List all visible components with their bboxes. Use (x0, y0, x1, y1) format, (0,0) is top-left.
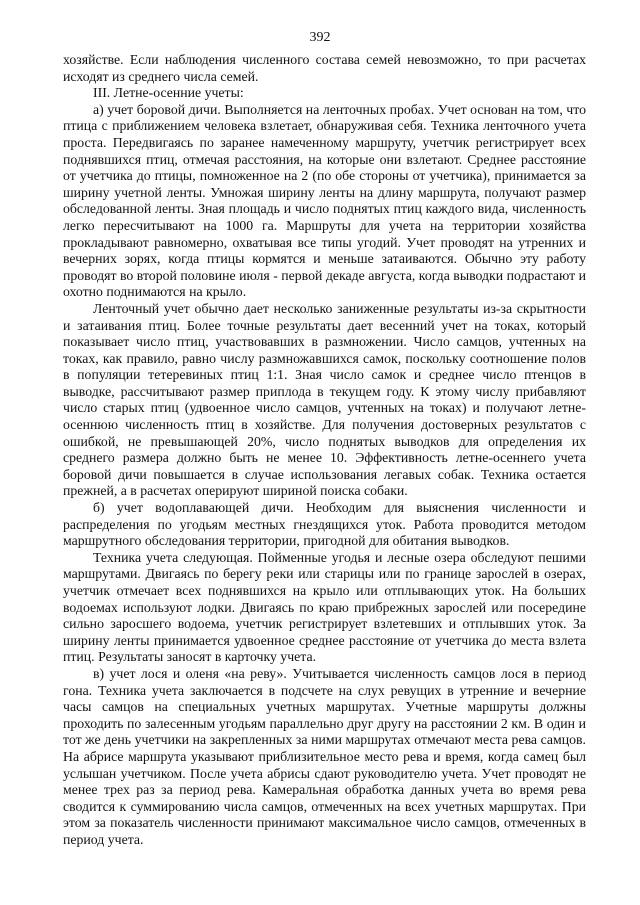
page-number: 392 (309, 30, 331, 45)
paragraph-4: Ленточный учет обычно дает несколько заниженные результаты из-за скрытности и затаивания птиц. Более точные результаты дает весенний учет на токах, который показывает число птиц, участвовавших в размножении. Число самцов, учтенных на токах, как правило, равно числу размножавшихся самок, поскольку соотношение полов в популяции тетеревиных птиц 1:1. Зная число самок и среднее число птенцов в выводке, рассчитывают размер приплода в текущем году. К этому числу прибавляют число старых птиц (удвоенное число самцов, учтенных на токах) и получают летне-осеннюю численность птиц в хозяйстве. Для получения достоверных результатов с ошибкой, не превышающей 20%, число поднятых выводков для определения их среднего размера должно быть не менее 10. Эффективность летне-осеннего учета боровой дичи повышается в случае использования легавых собак. Техника остается прежней, а в расчетах оперируют шириной поиска собаки. (63, 300, 586, 499)
paragraph-3: а) учет боровой дичи. Выполняется на ленточных пробах. Учет основан на том, что птица с приближением человека взлетает, обнаруживая себя. Техника ленточного учета проста. Передвигаясь по заранее намеченному маршруту, учетчик регистрирует всех поднявшихся птиц, отмечая расстояния, на которые они взлетают. Среднее расстояние от учетчика до птицы, помноженное на 2 (по обе стороны от учетчика), принимается за ширину учетной ленты. Умножая ширину ленты на длину маршрута, получают размер обследованной ленты. Зная площадь и число поднятых птиц каждого вида, численность легко пересчитывают на 1000 га. Маршруты для учета на территории хозяйства прокладывают равномерно, охватывая все типы угодий. Учет проводят на утренних и вечерних зорях, когда птицы кормятся и меньше затаиваются. Обычно эту работу проводят во второй половине июля - первой декаде августа, когда выводки подрастают и охотно поднимаются на крыло. (63, 101, 586, 300)
paragraph-1: хозяйстве. Если наблюдения численного состава семей невозможно, то при расчетах исходят из среднего числа семей. (63, 52, 586, 84)
paragraph-7: в) учет лося и оленя «на реву». Учитывается численность самцов лося в период гона. Техника учета заключается в подсчете на слух ревущих в утренние и вечерние часы самцов на специальных учетных маршрутах. Учетные маршруты должны проходить по залесенным угодьям параллельно друг другу на расстоянии 2 км. В один и тот же день учетчики на закрепленных за ними маршрутах отмечают места рева самцов. На абрисе маршрута указывают приблизительное место рева и время, когда самец был услышан учетчиком. После учета абрисы сдают руководителю учета. Учет проводят не менее трех раз за период рева. Камеральная обработка данных учета во время рева сводится к суммированию числа самцов, отмеченных на всех учетных маршрутах. При этом за показатель численности принимают максимальное число самцов, отмеченных в период учета. (63, 665, 586, 847)
section-heading: III. Летне-осенние учеты: (93, 85, 244, 101)
paragraph-5: б) учет водоплавающей дичи. Необходим для выяснения численности и распределения по угодьям местных гнездящихся уток. Работа проводится методом маршрутного обследования территории, пригодной для обитания выводков. (63, 500, 586, 549)
paragraph-6: Техника учета следующая. Пойменные угодья и лесные озера обследуют пешими маршрутами. Двигаясь по берегу реки или старицы или по границе зарослей в озерах, учетчик отмечает всех поднявшихся на крыло или отплывающих уток. На больших водоемах используют лодки. Двигаясь по краю прибрежных зарослей или посередине сильно заросшего водоема, учетчик регистрирует взлетевших и отплывших уток. За ширину ленты принимается удвоенное среднее расстояние от учетчика до места взлета птиц. Результаты заносят в карточку учета. (63, 549, 586, 665)
page-body (63, 52, 586, 849)
